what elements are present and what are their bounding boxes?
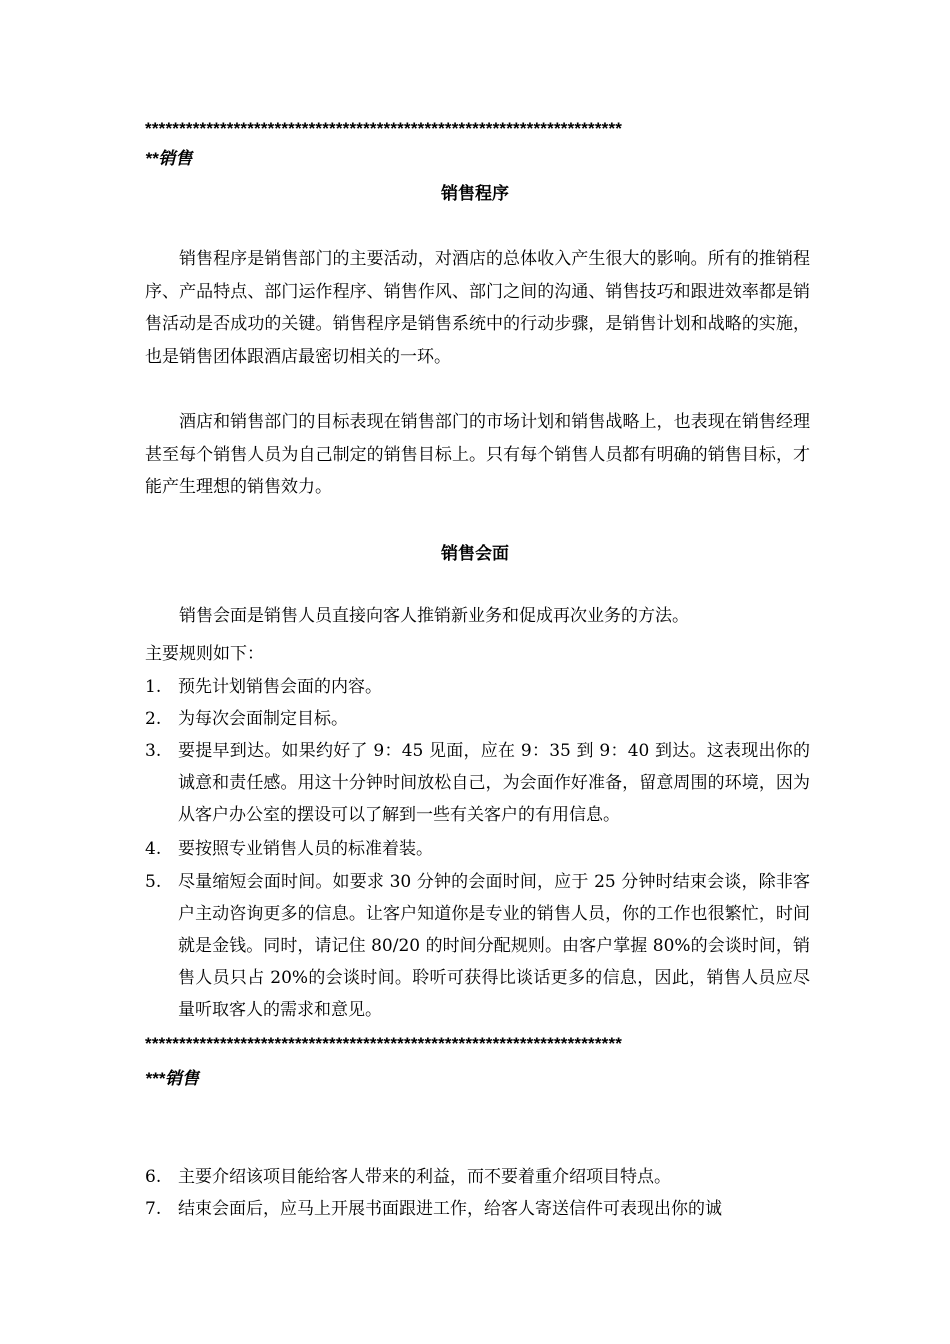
list-item-number: 5. (145, 872, 162, 892)
list-item-text: 要按照专业销售人员的标准着装。 (178, 839, 433, 859)
list-item-text: 结束会面后，应马上开展书面跟进工作，给客人寄送信件可表现出你的诚 (178, 1199, 722, 1219)
list-item-text: 预先计划销售会面的内容。 (178, 677, 382, 697)
list-item-number: 1. (145, 677, 162, 697)
list-item (145, 1161, 810, 1193)
list-item-number: 4. (145, 839, 162, 859)
separator-line: ********************************************************************** (145, 119, 623, 138)
list-item-text: 主要介绍该项目能给客人带来的利益，而不要着重介绍项目特点。 (178, 1167, 671, 1187)
rules-label: 主要规则如下： (145, 644, 264, 664)
paragraph: 销售程序是销售部门的主要活动，对酒店的总体收入产生很大的影响。所有的推销程序、产品特点、部门运作程序、销售作风、部门之间的沟通、销售技巧和跟进效率都是销售活动是否成功的关键。销售程序是销售系统中的行动步骤，是销售计划和战略的实施，也是销售团体跟酒店最密切相关的一环。 (145, 249, 810, 367)
paragraph: 销售会面是销售人员直接向客人推销新业务和促成再次业务的方法。 (179, 606, 689, 626)
separator-line: ********************************************************************** (145, 1034, 623, 1053)
list-item-text: 要提早到达。如果约好了 9：45 见面，应在 9：35 到 9：40 到达。这表现出你的诚意和责任感。用这十分钟时间放松自己，为会面作好准备，留意周围的环境，因为从客户办公室的摆设可以了解到一些有关客户的有用信息。 (178, 741, 810, 825)
list-item (145, 703, 810, 735)
paragraph: 酒店和销售部门的目标表现在销售部门的市场计划和销售战略上，也表现在销售经理甚至每个销售人员为自己制定的销售目标上。只有每个销售人员都有明确的销售目标，才能产生理想的销售效力。 (145, 412, 810, 497)
section-marker: ***销售 (145, 1069, 199, 1088)
list-item-text: 尽量缩短会面时间。如要求 30 分钟的会面时间，应于 25 分钟时结束会谈，除非客户主动咨询更多的信息。让客户知道你是专业的销售人员，你的工作也很繁忙，时间就是金钱。同时，请记住 80/20 的时间分配规则。由客户掌握 80%的会谈时间，销售人员只占 20%的会谈时间。聆听可获得比谈话更多的信息，因此，销售人员应尽量听取客人的需求和意见。 (178, 872, 810, 1020)
list-item-number: 7. (145, 1199, 162, 1219)
list-item (145, 1193, 810, 1225)
list-item (145, 833, 810, 865)
list-item (145, 735, 810, 831)
list-item-number: 3. (145, 741, 162, 761)
list-item (145, 671, 810, 703)
section-title: 销售程序 (441, 184, 509, 204)
section-marker: **销售 (145, 149, 193, 168)
section-title: 销售会面 (441, 544, 509, 564)
list-item-number: 2. (145, 709, 162, 729)
list-item (145, 866, 810, 1026)
list-item-number: 6. (145, 1167, 162, 1187)
list-item-text: 为每次会面制定目标。 (178, 709, 348, 729)
